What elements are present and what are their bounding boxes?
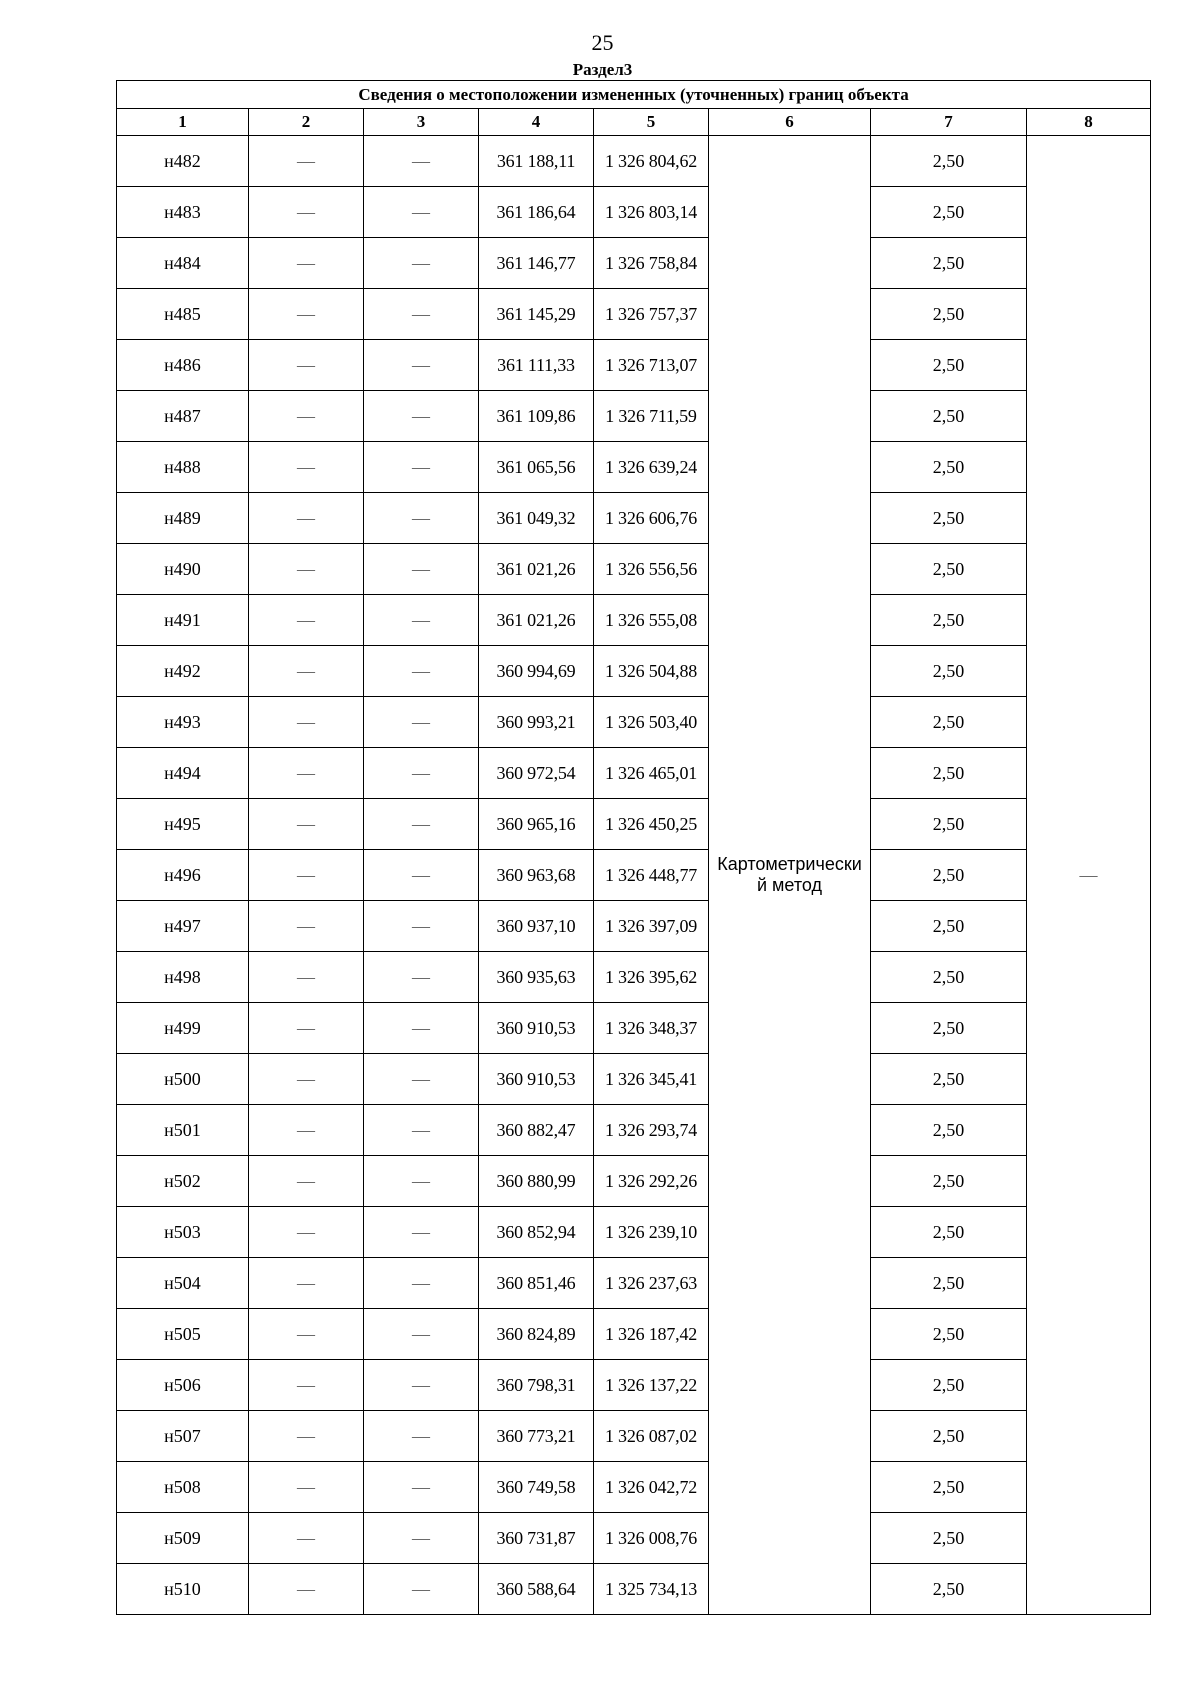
accuracy-cell: 2,50 [871, 595, 1027, 646]
y-coordinate-cell: 1 326 450,25 [594, 799, 709, 850]
table-row [117, 1309, 1151, 1360]
accuracy-cell: 2,50 [871, 697, 1027, 748]
column-2-dash-cell: — [249, 1258, 364, 1309]
column-3-dash-cell: — [364, 1513, 479, 1564]
point-id-cell: н488 [117, 442, 249, 493]
x-coordinate-cell: 360 910,53 [479, 1003, 594, 1054]
column-3-dash-cell: — [364, 238, 479, 289]
y-coordinate-cell: 1 326 187,42 [594, 1309, 709, 1360]
section-title: Раздел3 [572, 60, 633, 79]
x-coordinate-cell: 361 021,26 [479, 544, 594, 595]
table-row [117, 1054, 1151, 1105]
column-2-dash-cell: — [249, 1513, 364, 1564]
point-id-cell: н507 [117, 1411, 249, 1462]
point-id-cell: н485 [117, 289, 249, 340]
accuracy-cell: 2,50 [871, 391, 1027, 442]
table-row [117, 1156, 1151, 1207]
point-id-cell: н486 [117, 340, 249, 391]
table-row [117, 187, 1151, 238]
column-3-dash-cell: — [364, 850, 479, 901]
y-coordinate-cell: 1 326 397,09 [594, 901, 709, 952]
column-2-dash-cell: — [249, 1411, 364, 1462]
y-coordinate-cell: 1 326 803,14 [594, 187, 709, 238]
column-3-dash-cell: — [364, 1003, 479, 1054]
column-3-dash-cell: — [364, 187, 479, 238]
x-coordinate-cell: 361 065,56 [479, 442, 594, 493]
accuracy-cell: 2,50 [871, 1462, 1027, 1513]
x-coordinate-cell: 360 937,10 [479, 901, 594, 952]
accuracy-cell: 2,50 [871, 340, 1027, 391]
x-coordinate-cell: 360 798,31 [479, 1360, 594, 1411]
accuracy-cell: 2,50 [871, 952, 1027, 1003]
column-3-dash-cell: — [364, 697, 479, 748]
table-row [117, 595, 1151, 646]
column-2-dash-cell: — [249, 595, 364, 646]
column-2-dash-cell: — [249, 1054, 364, 1105]
table-body [117, 136, 1151, 1615]
column-3-dash-cell: — [364, 289, 479, 340]
column-3-dash-cell: — [364, 595, 479, 646]
accuracy-cell: 2,50 [871, 1360, 1027, 1411]
table-row [117, 799, 1151, 850]
x-coordinate-cell: 361 146,77 [479, 238, 594, 289]
x-coordinate-cell: 361 021,26 [479, 595, 594, 646]
table-row [117, 1003, 1151, 1054]
table-row [117, 391, 1151, 442]
column-8-cell: — [1027, 136, 1151, 1615]
accuracy-cell: 2,50 [871, 1564, 1027, 1615]
accuracy-cell: 2,50 [871, 748, 1027, 799]
x-coordinate-cell: 361 145,29 [479, 289, 594, 340]
accuracy-cell: 2,50 [871, 1513, 1027, 1564]
y-coordinate-cell: 1 326 293,74 [594, 1105, 709, 1156]
point-id-cell: н505 [117, 1309, 249, 1360]
y-coordinate-cell: 1 326 345,41 [594, 1054, 709, 1105]
column-3-dash-cell: — [364, 1054, 479, 1105]
accuracy-cell: 2,50 [871, 187, 1027, 238]
y-coordinate-cell: 1 326 504,88 [594, 646, 709, 697]
point-id-cell: н497 [117, 901, 249, 952]
x-coordinate-cell: 360 851,46 [479, 1258, 594, 1309]
column-number-1: 1 [117, 109, 249, 136]
point-id-cell: н501 [117, 1105, 249, 1156]
y-coordinate-cell: 1 326 395,62 [594, 952, 709, 1003]
point-id-cell: н483 [117, 187, 249, 238]
y-coordinate-cell: 1 326 606,76 [594, 493, 709, 544]
point-id-cell: н498 [117, 952, 249, 1003]
x-coordinate-cell: 360 731,87 [479, 1513, 594, 1564]
column-2-dash-cell: — [249, 1564, 364, 1615]
y-coordinate-cell: 1 326 042,72 [594, 1462, 709, 1513]
column-2-dash-cell: — [249, 748, 364, 799]
column-2-dash-cell: — [249, 1462, 364, 1513]
column-3-dash-cell: — [364, 1411, 479, 1462]
y-coordinate-cell: 1 326 555,08 [594, 595, 709, 646]
column-2-dash-cell: — [249, 901, 364, 952]
column-2-dash-cell: — [249, 1105, 364, 1156]
column-3-dash-cell: — [364, 799, 479, 850]
table-row [117, 1258, 1151, 1309]
point-id-cell: н496 [117, 850, 249, 901]
column-2-dash-cell: — [249, 340, 364, 391]
column-2-dash-cell: — [249, 697, 364, 748]
y-coordinate-cell: 1 326 713,07 [594, 340, 709, 391]
column-2-dash-cell: — [249, 1156, 364, 1207]
y-coordinate-cell: 1 326 237,63 [594, 1258, 709, 1309]
y-coordinate-cell: 1 326 639,24 [594, 442, 709, 493]
point-id-cell: н490 [117, 544, 249, 595]
accuracy-cell: 2,50 [871, 544, 1027, 595]
accuracy-cell: 2,50 [871, 442, 1027, 493]
accuracy-cell: 2,50 [871, 136, 1027, 187]
table-row [117, 901, 1151, 952]
x-coordinate-cell: 360 882,47 [479, 1105, 594, 1156]
column-number-6: 6 [709, 109, 871, 136]
table-row [117, 1564, 1151, 1615]
column-2-dash-cell: — [249, 850, 364, 901]
table-row [117, 136, 1151, 187]
table-row [117, 748, 1151, 799]
y-coordinate-cell: 1 326 711,59 [594, 391, 709, 442]
point-id-cell: н492 [117, 646, 249, 697]
table-row [117, 850, 1151, 901]
column-2-dash-cell: — [249, 391, 364, 442]
x-coordinate-cell: 360 749,58 [479, 1462, 594, 1513]
column-3-dash-cell: — [364, 901, 479, 952]
column-number-8: 8 [1027, 109, 1151, 136]
column-3-dash-cell: — [364, 1207, 479, 1258]
point-id-cell: н482 [117, 136, 249, 187]
y-coordinate-cell: 1 326 348,37 [594, 1003, 709, 1054]
column-2-dash-cell: — [249, 289, 364, 340]
accuracy-cell: 2,50 [871, 1156, 1027, 1207]
x-coordinate-cell: 360 994,69 [479, 646, 594, 697]
column-number-row [117, 109, 1151, 136]
accuracy-cell: 2,50 [871, 901, 1027, 952]
y-coordinate-cell: 1 326 758,84 [594, 238, 709, 289]
x-coordinate-cell: 360 963,68 [479, 850, 594, 901]
x-coordinate-cell: 360 910,53 [479, 1054, 594, 1105]
accuracy-cell: 2,50 [871, 238, 1027, 289]
point-id-cell: н484 [117, 238, 249, 289]
x-coordinate-cell: 360 935,63 [479, 952, 594, 1003]
table-row [117, 952, 1151, 1003]
table-caption: Сведения о местоположении измененных (уточненных) границ объекта [117, 81, 1151, 109]
column-3-dash-cell: — [364, 1564, 479, 1615]
accuracy-cell: 2,50 [871, 799, 1027, 850]
x-coordinate-cell: 360 824,89 [479, 1309, 594, 1360]
accuracy-cell: 2,50 [871, 1054, 1027, 1105]
column-2-dash-cell: — [249, 544, 364, 595]
column-2-dash-cell: — [249, 136, 364, 187]
point-id-cell: н494 [117, 748, 249, 799]
x-coordinate-cell: 360 588,64 [479, 1564, 594, 1615]
y-coordinate-cell: 1 326 008,76 [594, 1513, 709, 1564]
table-row [117, 697, 1151, 748]
column-3-dash-cell: — [364, 442, 479, 493]
method-text: Картометрический метод [717, 854, 862, 895]
accuracy-cell: 2,50 [871, 1207, 1027, 1258]
y-coordinate-cell: 1 326 757,37 [594, 289, 709, 340]
y-coordinate-cell: 1 326 804,62 [594, 136, 709, 187]
table-row [117, 289, 1151, 340]
x-coordinate-cell: 360 993,21 [479, 697, 594, 748]
point-id-cell: н509 [117, 1513, 249, 1564]
x-coordinate-cell: 360 852,94 [479, 1207, 594, 1258]
table-row [117, 1513, 1151, 1564]
accuracy-cell: 2,50 [871, 1105, 1027, 1156]
point-id-cell: н487 [117, 391, 249, 442]
column-2-dash-cell: — [249, 1003, 364, 1054]
x-coordinate-cell: 361 186,64 [479, 187, 594, 238]
y-coordinate-cell: 1 326 503,40 [594, 697, 709, 748]
x-coordinate-cell: 361 188,11 [479, 136, 594, 187]
y-coordinate-cell: 1 326 556,56 [594, 544, 709, 595]
column-2-dash-cell: — [249, 1309, 364, 1360]
column-3-dash-cell: — [364, 493, 479, 544]
column-3-dash-cell: — [364, 1360, 479, 1411]
x-coordinate-cell: 361 111,33 [479, 340, 594, 391]
boundary-coordinates-table [116, 80, 1151, 1615]
y-coordinate-cell: 1 326 448,77 [594, 850, 709, 901]
column-3-dash-cell: — [364, 748, 479, 799]
table-row [117, 493, 1151, 544]
column-3-dash-cell: — [364, 136, 479, 187]
column-number-4: 4 [479, 109, 594, 136]
accuracy-cell: 2,50 [871, 646, 1027, 697]
table-row [117, 1462, 1151, 1513]
x-coordinate-cell: 360 773,21 [479, 1411, 594, 1462]
column-number-2: 2 [249, 109, 364, 136]
point-id-cell: н510 [117, 1564, 249, 1615]
x-coordinate-cell: 361 109,86 [479, 391, 594, 442]
table-row [117, 544, 1151, 595]
column-2-dash-cell: — [249, 646, 364, 697]
table-row [117, 1360, 1151, 1411]
column-3-dash-cell: — [364, 1462, 479, 1513]
accuracy-cell: 2,50 [871, 1411, 1027, 1462]
point-id-cell: н499 [117, 1003, 249, 1054]
column-2-dash-cell: — [249, 187, 364, 238]
accuracy-cell: 2,50 [871, 493, 1027, 544]
point-id-cell: н506 [117, 1360, 249, 1411]
column-3-dash-cell: — [364, 1156, 479, 1207]
column-2-dash-cell: — [249, 1207, 364, 1258]
accuracy-cell: 2,50 [871, 289, 1027, 340]
page-number: 25 [591, 30, 614, 55]
point-id-cell: н500 [117, 1054, 249, 1105]
point-id-cell: н495 [117, 799, 249, 850]
y-coordinate-cell: 1 326 292,26 [594, 1156, 709, 1207]
column-2-dash-cell: — [249, 799, 364, 850]
table-row [117, 340, 1151, 391]
point-id-cell: н489 [117, 493, 249, 544]
column-number-5: 5 [594, 109, 709, 136]
column-3-dash-cell: — [364, 544, 479, 595]
y-coordinate-cell: 1 325 734,13 [594, 1564, 709, 1615]
table-row [117, 646, 1151, 697]
point-id-cell: н491 [117, 595, 249, 646]
column-number-7: 7 [871, 109, 1027, 136]
column-3-dash-cell: — [364, 1258, 479, 1309]
column-3-dash-cell: — [364, 646, 479, 697]
y-coordinate-cell: 1 326 087,02 [594, 1411, 709, 1462]
column-3-dash-cell: — [364, 952, 479, 1003]
column-3-dash-cell: — [364, 1105, 479, 1156]
column-3-dash-cell: — [364, 391, 479, 442]
y-coordinate-cell: 1 326 239,10 [594, 1207, 709, 1258]
x-coordinate-cell: 360 972,54 [479, 748, 594, 799]
point-id-cell: н502 [117, 1156, 249, 1207]
accuracy-cell: 2,50 [871, 850, 1027, 901]
column-2-dash-cell: — [249, 952, 364, 1003]
y-coordinate-cell: 1 326 465,01 [594, 748, 709, 799]
point-id-cell: н504 [117, 1258, 249, 1309]
point-id-cell: н493 [117, 697, 249, 748]
y-coordinate-cell: 1 326 137,22 [594, 1360, 709, 1411]
x-coordinate-cell: 360 880,99 [479, 1156, 594, 1207]
column-3-dash-cell: — [364, 1309, 479, 1360]
column-3-dash-cell: — [364, 340, 479, 391]
accuracy-cell: 2,50 [871, 1258, 1027, 1309]
column-2-dash-cell: — [249, 1360, 364, 1411]
column-2-dash-cell: — [249, 493, 364, 544]
accuracy-cell: 2,50 [871, 1003, 1027, 1054]
column-2-dash-cell: — [249, 238, 364, 289]
point-id-cell: н503 [117, 1207, 249, 1258]
column-2-dash-cell: — [249, 442, 364, 493]
table-row [117, 1411, 1151, 1462]
column-number-3: 3 [364, 109, 479, 136]
accuracy-cell: 2,50 [871, 1309, 1027, 1360]
table-row [117, 1207, 1151, 1258]
x-coordinate-cell: 360 965,16 [479, 799, 594, 850]
table-row [117, 1105, 1151, 1156]
method-cell [709, 136, 871, 1615]
point-id-cell: н508 [117, 1462, 249, 1513]
table-row [117, 238, 1151, 289]
table-row [117, 442, 1151, 493]
x-coordinate-cell: 361 049,32 [479, 493, 594, 544]
